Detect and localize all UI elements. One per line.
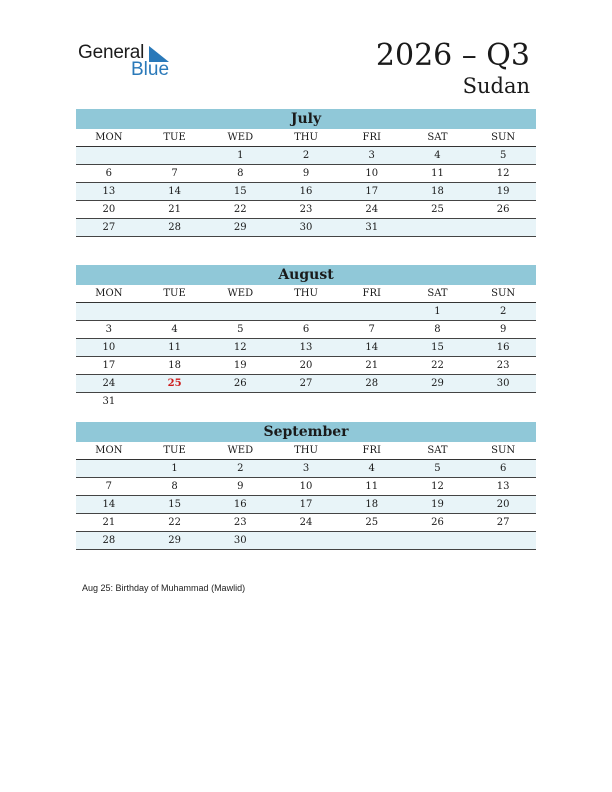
- week-row: [76, 201, 536, 219]
- day-cell: 3: [302, 463, 310, 474]
- day-cell: 24: [102, 378, 116, 389]
- day-cell: 20: [102, 204, 116, 215]
- day-cell: 5: [434, 463, 441, 474]
- day-cell: 17: [102, 360, 116, 371]
- day-cell: 11: [365, 481, 379, 492]
- day-cell: 10: [102, 342, 116, 353]
- day-cell: 18: [431, 186, 444, 197]
- month-title: July: [76, 109, 536, 129]
- day-cell: 18: [168, 360, 181, 371]
- day-cell: 30: [233, 535, 247, 546]
- day-cell: 23: [496, 360, 510, 371]
- week-row: [76, 357, 536, 375]
- month-august: [76, 265, 536, 410]
- week-row: [76, 460, 536, 478]
- day-cell: [76, 303, 142, 320]
- day-cell: 17: [365, 186, 379, 197]
- day-cell: 2: [499, 306, 507, 317]
- day-cell: 15: [168, 499, 181, 510]
- day-cell: 6: [302, 324, 310, 335]
- day-cell: 24: [365, 204, 379, 215]
- day-cell: 2: [237, 463, 244, 474]
- day-cell: 20: [496, 499, 510, 510]
- day-cell: 9: [302, 168, 310, 179]
- day-cell: [142, 393, 208, 410]
- weekday-label: WED: [227, 288, 254, 299]
- week-row: [76, 303, 536, 321]
- day-cell: 17: [299, 499, 313, 510]
- weekday-label: SAT: [427, 288, 448, 299]
- day-cell: 16: [233, 499, 247, 510]
- day-cell: 10: [365, 168, 379, 179]
- day-cell: 16: [299, 186, 313, 197]
- day-cell: 12: [233, 342, 247, 353]
- day-cell: 22: [431, 360, 444, 371]
- day-cell: 19: [431, 499, 444, 510]
- day-cell: [405, 393, 471, 410]
- day-cell: [207, 303, 273, 320]
- day-cell: 23: [233, 517, 247, 528]
- day-cell: 7: [105, 481, 113, 492]
- day-cell: 31: [365, 222, 379, 233]
- day-cell: 21: [168, 204, 181, 215]
- day-cell: 11: [168, 342, 181, 353]
- weekday-label: MON: [95, 445, 123, 456]
- day-cell: 13: [299, 342, 313, 353]
- week-row: [76, 514, 536, 532]
- day-cell: [470, 532, 536, 549]
- weekday-label: MON: [95, 132, 123, 143]
- day-cell: [76, 147, 142, 164]
- week-row: [76, 339, 536, 357]
- day-cell: 26: [233, 378, 247, 389]
- day-cell: 8: [171, 481, 178, 492]
- day-cell: 27: [496, 517, 510, 528]
- day-cell: 14: [365, 342, 379, 353]
- day-cell: 25: [365, 517, 379, 528]
- day-cell: 21: [365, 360, 379, 371]
- weekday-label: SAT: [427, 132, 448, 143]
- day-cell: 6: [105, 168, 113, 179]
- week-row: [76, 496, 536, 514]
- weekday-header-row: [76, 285, 536, 303]
- day-cell: [405, 532, 471, 549]
- day-cell: 14: [102, 499, 116, 510]
- day-cell: 7: [171, 168, 178, 179]
- day-cell: 7: [368, 324, 375, 335]
- day-cell: 5: [499, 150, 507, 161]
- day-cell: 1: [171, 463, 178, 474]
- day-cell: [142, 303, 208, 320]
- day-cell: 29: [431, 378, 444, 389]
- day-cell: 26: [431, 517, 444, 528]
- weekday-label: MON: [95, 288, 123, 299]
- day-cell: [339, 393, 405, 410]
- logo-general-text: General: [78, 42, 145, 63]
- logo-blue-text: Blue: [131, 59, 170, 80]
- week-row: [76, 147, 536, 165]
- day-cell: 9: [499, 324, 507, 335]
- logo: [78, 42, 178, 82]
- week-row: [76, 165, 536, 183]
- day-cell: [339, 303, 405, 320]
- country-name: Sudan: [462, 74, 530, 98]
- day-cell: 15: [233, 186, 247, 197]
- day-cell: 30: [496, 378, 510, 389]
- day-cell: 20: [299, 360, 313, 371]
- day-cell: 22: [168, 517, 181, 528]
- week-row: [76, 183, 536, 201]
- day-cell: 19: [496, 186, 510, 197]
- day-cell: 28: [102, 535, 116, 546]
- day-cell: 6: [499, 463, 507, 474]
- week-row: [76, 532, 536, 550]
- day-cell: [207, 393, 273, 410]
- week-row: [76, 321, 536, 339]
- week-row: [76, 375, 536, 393]
- weekday-label: WED: [227, 132, 254, 143]
- weekday-label: WED: [227, 445, 254, 456]
- holiday-day-cell: 25: [167, 378, 182, 389]
- weekday-label: FRI: [362, 132, 381, 143]
- day-cell: 24: [299, 517, 313, 528]
- day-cell: 29: [168, 535, 181, 546]
- week-row: [76, 478, 536, 496]
- week-row: [76, 219, 536, 237]
- day-cell: [339, 532, 405, 549]
- day-cell: [470, 219, 536, 236]
- day-cell: 4: [434, 150, 441, 161]
- weekday-label: THU: [294, 132, 318, 143]
- day-cell: 8: [237, 168, 244, 179]
- day-cell: 16: [496, 342, 510, 353]
- day-cell: 14: [168, 186, 181, 197]
- day-cell: [273, 303, 339, 320]
- day-cell: [142, 147, 208, 164]
- month-september: [76, 422, 536, 550]
- day-cell: 30: [299, 222, 313, 233]
- day-cell: 23: [299, 204, 313, 215]
- day-cell: 15: [431, 342, 444, 353]
- day-cell: 3: [368, 150, 375, 161]
- week-row: [76, 393, 536, 410]
- day-cell: 5: [237, 324, 244, 335]
- weekday-label: THU: [294, 288, 318, 299]
- day-cell: 1: [237, 150, 244, 161]
- day-cell: 28: [168, 222, 181, 233]
- day-cell: 8: [434, 324, 441, 335]
- weekday-label: SUN: [491, 288, 516, 299]
- day-cell: [273, 393, 339, 410]
- day-cell: 1: [434, 306, 441, 317]
- day-cell: 19: [233, 360, 247, 371]
- day-cell: 27: [299, 378, 313, 389]
- day-cell: 21: [102, 517, 116, 528]
- day-cell: 31: [102, 396, 116, 407]
- weekday-header-row: [76, 129, 536, 147]
- day-cell: 10: [299, 481, 313, 492]
- day-cell: 4: [368, 463, 375, 474]
- weekday-label: SUN: [491, 132, 516, 143]
- day-cell: 13: [102, 186, 116, 197]
- page-title: 2026 – Q3: [375, 38, 530, 73]
- day-cell: [405, 219, 471, 236]
- day-cell: 25: [431, 204, 444, 215]
- holiday-notes: Aug 25: Birthday of Muhammad (Mawlid): [82, 583, 246, 593]
- day-cell: 28: [365, 378, 379, 389]
- weekday-label: SUN: [491, 445, 516, 456]
- day-cell: 12: [431, 481, 444, 492]
- weekday-header-row: [76, 442, 536, 460]
- day-cell: 13: [496, 481, 510, 492]
- weekday-label: FRI: [362, 288, 381, 299]
- day-cell: 12: [496, 168, 510, 179]
- day-cell: 27: [102, 222, 116, 233]
- day-cell: 4: [171, 324, 178, 335]
- day-cell: 3: [105, 324, 113, 335]
- day-cell: [470, 393, 536, 410]
- weekday-label: FRI: [362, 445, 381, 456]
- day-cell: 9: [237, 481, 244, 492]
- month-july: [76, 109, 536, 237]
- month-title: September: [76, 422, 536, 442]
- day-cell: [273, 532, 339, 549]
- weekday-label: THU: [294, 445, 318, 456]
- weekday-label: SAT: [427, 445, 448, 456]
- day-cell: 11: [431, 168, 444, 179]
- day-cell: 2: [302, 150, 310, 161]
- day-cell: [76, 460, 142, 477]
- day-cell: 29: [233, 222, 247, 233]
- day-cell: 22: [233, 204, 247, 215]
- month-title: August: [76, 265, 536, 285]
- weekday-label: TUE: [163, 132, 186, 143]
- weekday-label: TUE: [163, 445, 186, 456]
- weekday-label: TUE: [163, 288, 186, 299]
- day-cell: 26: [496, 204, 510, 215]
- day-cell: 18: [365, 499, 379, 510]
